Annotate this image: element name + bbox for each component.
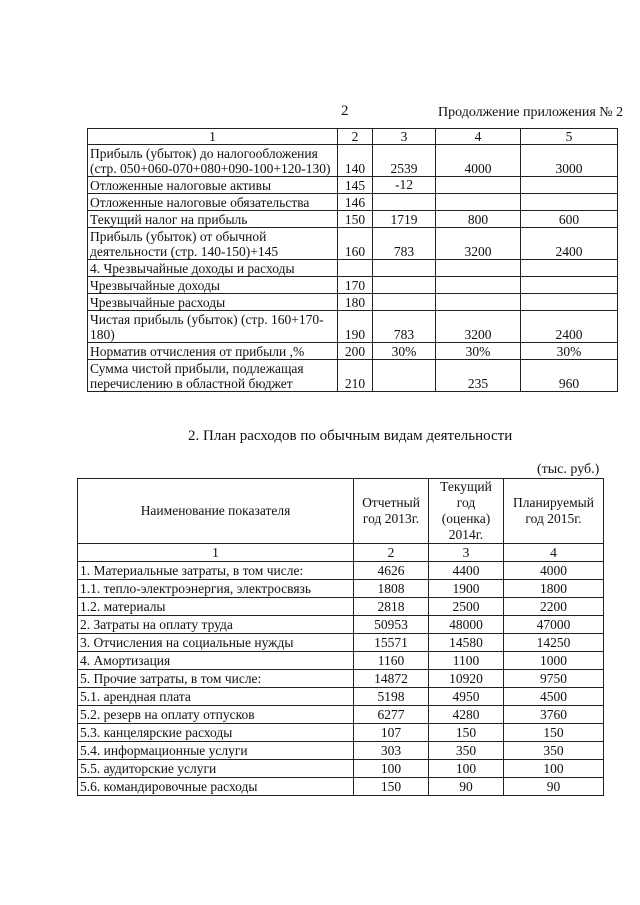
header-name: Наименование показателя [78,479,354,544]
table-row [88,194,618,211]
header-cell: 3 [373,129,436,145]
row-label: 4. Чрезвычайные доходы и расходы [88,260,338,277]
row-label: Чрезвычайные доходы [88,277,338,294]
row-value: 800 [436,211,521,228]
table-row [88,177,618,194]
row-label: Чистая прибыль (убыток) (стр. 160+170-180) [88,311,338,343]
table-header-row [78,479,604,544]
row-value: 100 [504,760,604,778]
table-row [88,145,618,177]
row-value [521,177,618,194]
row-value: 1160 [354,652,429,670]
numbering-cell: 4 [504,544,604,562]
table-numbering-row [78,544,604,562]
row-value [436,260,521,277]
row-value: 30% [521,343,618,360]
row-value: 600 [521,211,618,228]
row-label: Отложенные налоговые обязательства [88,194,338,211]
row-value [373,360,436,392]
row-value: 10920 [429,670,504,688]
row-value [373,194,436,211]
row-value: 150 [338,211,373,228]
row-value: 4280 [429,706,504,724]
row-value: 4000 [436,145,521,177]
row-value: 3000 [521,145,618,177]
row-value: 6277 [354,706,429,724]
row-value [373,294,436,311]
row-value: 235 [436,360,521,392]
row-value: 190 [338,311,373,343]
row-value [521,194,618,211]
header-cell: 5 [521,129,618,145]
row-value [521,294,618,311]
row-value: 2539 [373,145,436,177]
row-value: 2400 [521,228,618,260]
table-row [88,211,618,228]
row-label: 5.4. информационные услуги [78,742,354,760]
row-value: 1808 [354,580,429,598]
row-value: 1900 [429,580,504,598]
unit-label: (тыс. руб.) [537,462,600,477]
row-label: Прибыль (убыток) до налогообложения (стр. 050+060-070+080+090-100+120-130) [88,145,338,177]
header-cell: 2 [338,129,373,145]
row-value: 3200 [436,311,521,343]
row-value: 1000 [504,652,604,670]
numbering-cell: 3 [429,544,504,562]
row-value: 14250 [504,634,604,652]
row-label: 1.2. материалы [78,598,354,616]
row-value: 2200 [504,598,604,616]
appendix-note: Продолжение приложения № 2 [438,105,624,120]
row-value [436,294,521,311]
table-row [78,562,604,580]
row-label: 2. Затраты на оплату труда [78,616,354,634]
table-row [88,228,618,260]
row-value: 160 [338,228,373,260]
row-value: 146 [338,194,373,211]
row-value: 180 [338,294,373,311]
row-value: 50953 [354,616,429,634]
table-row [78,670,604,688]
table-row [78,688,604,706]
table-row [88,294,618,311]
header-cell: 4 [436,129,521,145]
row-value: 2818 [354,598,429,616]
header-2015: Планируемый год 2015г. [504,479,604,544]
header-2014: Текущий год (оценка) 2014г. [429,479,504,544]
table-row [88,360,618,392]
row-value [521,260,618,277]
table-row [78,616,604,634]
row-label: Норматив отчисления от прибыли ,% [88,343,338,360]
row-value: 350 [504,742,604,760]
row-value: 3200 [436,228,521,260]
row-value: 14872 [354,670,429,688]
row-value: -12 [373,177,436,194]
header-cell: 1 [88,129,338,145]
row-value: 783 [373,228,436,260]
row-label: 5.3. канцелярские расходы [78,724,354,742]
row-value: 2500 [429,598,504,616]
row-value: 303 [354,742,429,760]
row-value [436,194,521,211]
page-number: 2 [341,103,349,119]
row-value [521,277,618,294]
table-row [78,598,604,616]
row-label: 3. Отчисления на социальные нужды [78,634,354,652]
row-value: 14580 [429,634,504,652]
row-label: Текущий налог на прибыль [88,211,338,228]
row-value: 4950 [429,688,504,706]
table-row [78,706,604,724]
section-title: 2. План расходов по обычным видам деятельности [188,428,513,444]
numbering-cell: 1 [78,544,354,562]
row-value: 100 [429,760,504,778]
row-label: Чрезвычайные расходы [88,294,338,311]
row-value: 1719 [373,211,436,228]
row-value: 30% [373,343,436,360]
row-value: 107 [354,724,429,742]
row-value: 30% [436,343,521,360]
row-value: 1100 [429,652,504,670]
row-value: 47000 [504,616,604,634]
row-value: 150 [504,724,604,742]
row-label: 1.1. тепло-электроэнергия, электросвязь [78,580,354,598]
row-value [338,260,373,277]
row-value [373,277,436,294]
table-row [88,343,618,360]
table-row [78,634,604,652]
row-value: 210 [338,360,373,392]
row-value: 140 [338,145,373,177]
row-value: 4626 [354,562,429,580]
row-value: 4000 [504,562,604,580]
expense-plan-table [77,478,604,796]
row-label: 5.2. резерв на оплату отпусков [78,706,354,724]
row-value: 4500 [504,688,604,706]
row-value: 1800 [504,580,604,598]
row-value: 9750 [504,670,604,688]
table-row [88,311,618,343]
row-label: Сумма чистой прибыли, подлежащая перечислению в областной бюджет [88,360,338,392]
row-value: 90 [504,778,604,796]
row-value: 145 [338,177,373,194]
row-value: 48000 [429,616,504,634]
row-value: 2400 [521,311,618,343]
row-label: 5.6. командировочные расходы [78,778,354,796]
table-row [78,652,604,670]
table-row [88,277,618,294]
row-label: 5.5. аудиторские услуги [78,760,354,778]
row-value: 783 [373,311,436,343]
row-value: 100 [354,760,429,778]
row-label: 4. Амортизация [78,652,354,670]
row-value: 4400 [429,562,504,580]
row-label: Прибыль (убыток) от обычной деятельности (стр. 140-150)+145 [88,228,338,260]
row-value [436,177,521,194]
row-value: 170 [338,277,373,294]
table-row [78,742,604,760]
row-value [436,277,521,294]
table-row [78,760,604,778]
row-label: 5.1. арендная плата [78,688,354,706]
row-label: Отложенные налоговые активы [88,177,338,194]
table-row [78,778,604,796]
row-value: 3760 [504,706,604,724]
row-value: 150 [354,778,429,796]
table-row [78,724,604,742]
row-value: 350 [429,742,504,760]
header-2013: Отчетный год 2013г. [354,479,429,544]
row-value: 150 [429,724,504,742]
row-value [373,260,436,277]
row-label: 1. Материальные затраты, в том числе: [78,562,354,580]
numbering-cell: 2 [354,544,429,562]
table-row [88,260,618,277]
row-value: 90 [429,778,504,796]
row-label: 5. Прочие затраты, в том числе: [78,670,354,688]
table-row [78,580,604,598]
row-value: 200 [338,343,373,360]
row-value: 960 [521,360,618,392]
row-value: 15571 [354,634,429,652]
financial-results-table [87,128,618,392]
row-value: 5198 [354,688,429,706]
table-header-row [88,129,618,145]
